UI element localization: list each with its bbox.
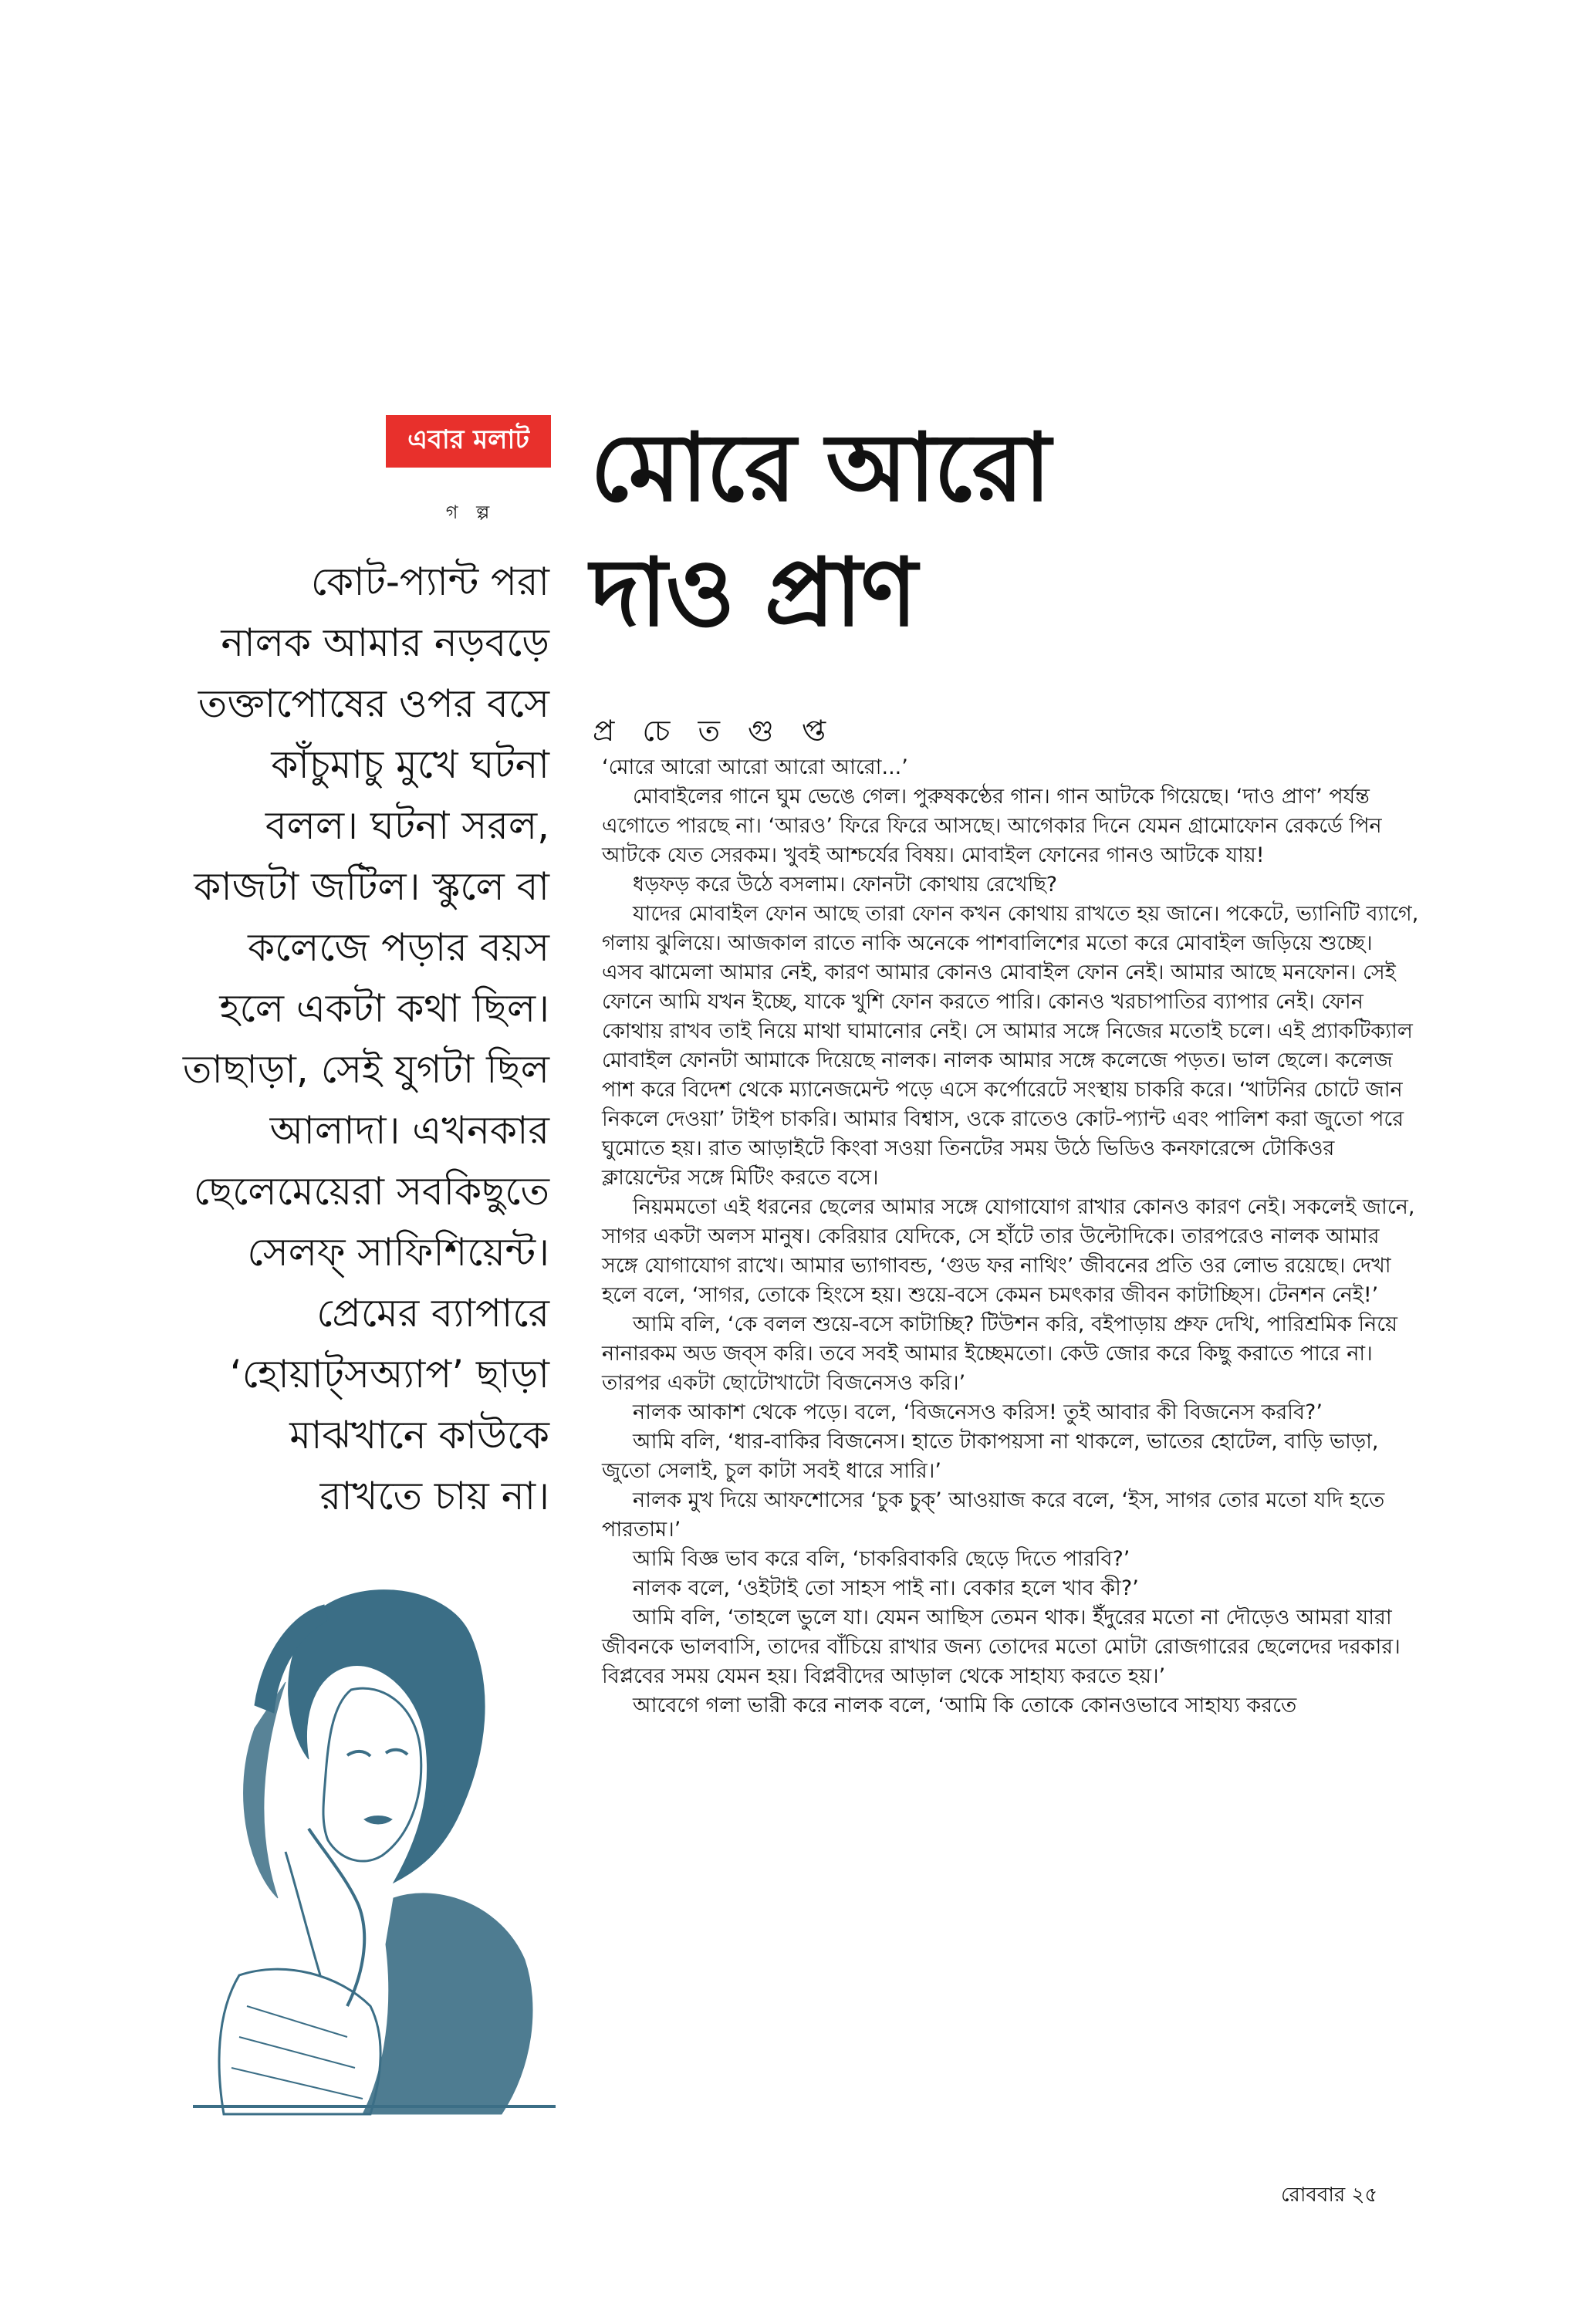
pull-quote-line: প্রেমের ব্যাপারে [316, 1291, 549, 1336]
woman-portrait-illustration-icon [193, 1574, 556, 2130]
pull-quote-line: ‘হোয়াট্সঅ্যাপ’ ছাড়া [229, 1352, 549, 1397]
story-title [590, 405, 1285, 655]
body-paragraph: যাদের মোবাইল ফোন আছে তারা ফোন কখন কোথায় রাখতে হয় জানে। পকেটে, ভ্যানিটি ব্যাগে, গলায় ঝুলিয়ে। আজকাল রাতে নাকি অনেকে পাশবালিশের মতো করে মোবাইল জড়িয়ে শুচ্ছে। এসব ঝামেলা আমার নেই, কারণ আমার কোনও মোবাইল ফোন নেই। আমার আছে মনফোন। সেই ফোনে আমি যখন ইচ্ছে, যাকে খুশি ফোন করতে পারি। কোনও খরচাপাতির ব্যাপার নেই। ফোন কোথায় রাখব তাই নিয়ে মাথা ঘামানোর নেই। সে আমার সঙ্গে নিজের মতোই চলে। এই প্র্যাকটিক্যাল মোবাইল ফোনটা আমাকে দিয়েছে নালক। নালক আমার সঙ্গে কলেজে পড়ত। ভাল ছেলে। কলেজ পাশ করে বিদেশ থেকে ম্যানেজমেন্ট পড়ে এসে কর্পোরেটে সংস্থায় চাকরি করে। ‘খাটনির চোটে জান নিকলে দেওয়া’ টাইপ চাকরি। আমার বিশ্বাস, ওকে রাতেও কোট-প্যান্ট এবং পালিশ করা জুতো পরে ঘুমোতে হয়। রাত আড়াইটে কিংবা সওয়া তিনটের সময় উঠে ভিডিও কনফারেন্সে টোকিওর ক্লায়েন্টের সঙ্গে মিটিং করতে বসে। [602, 902, 1419, 1190]
body-paragraph: নালক বলে, ‘ওইটাই তো সাহস পাই না। বেকার হলে খাব কী?’ [633, 1576, 1139, 1600]
body-paragraph: নালক মুখ দিয়ে আফশোসের ‘চুক চুক্’ আওয়াজ করে বলে, ‘ইস, সাগর তোর মতো যদি হতে পারতাম।’ [602, 1488, 1385, 1542]
pull-quote-line: রাখতে চায় না। [319, 1474, 549, 1518]
pull-quote-line: আলাদা। এখনকার [269, 1108, 549, 1153]
pull-quote-line: তক্তাপোষের ওপর বসে [198, 681, 549, 726]
body-paragraph: নিয়মমতো এই ধরনের ছেলের আমার সঙ্গে যোগাযোগ রাখার কোনও কারণ নেই। সকলেই জানে, সাগর একটা অলস মানুষ। কেরিয়ার যেদিকে, সে হাঁটে তার উল্টোদিকে। তারপরেও নালক আমার সঙ্গে যোগাযোগ রাখে। আমার ভ্যাগাবন্ড, ‘গুড ফর নাথিং’ জীবনের প্রতি ওর লোভ রয়েছে। দেখা হলে বলে, ‘সাগর, তোকে হিংসে হয়। শুয়ে-বসে কেমন চমৎকার জীবন কাটাচ্ছিস। টেনশন নেই!’ [602, 1195, 1415, 1307]
title-line-2: দাও প্রাণ [590, 538, 916, 647]
pull-quote-line: সেলফ্ সাফিশিয়েন্ট। [247, 1230, 549, 1275]
body-paragraph: আবেগে গলা ভারী করে নালক বলে, ‘আমি কি তোকে কোনওভাবে সাহায্য করতে [633, 1694, 1297, 1718]
body-paragraph: আমি বলি, ‘ধার-বাকির বিজনেস। হাতে টাকাপয়সা না থাকলে, ভাতের হোটেল, বাড়ি ভাড়া, জুতো সেলাই, চুল কাটা সবই ধারে সারি।’ [602, 1430, 1379, 1483]
body-paragraph: ধড়ফড় করে উঠে বসলাম। ফোনটা কোথায় রেখেছি? [633, 873, 1058, 897]
body-paragraph: আমি বলি, ‘কে বলল শুয়ে-বসে কাটাচ্ছি? টিউশন করি, বইপাড়ায় প্রুফ দেখি, পারিশ্রমিক নিয়ে নানারকম অড জব্‌স করি। তবে সবই আমার ইচ্ছেমতো। কেউ জোর করে কিছু করাতে পারে না। তারপর একটা ছোটোখাটো বিজনেসও করি।’ [602, 1312, 1397, 1395]
pull-quote-line: তাছাড়া, সেই যুগটা ছিল [182, 1047, 549, 1092]
article-body [602, 753, 1420, 1721]
pull-quote-line: কাঁচুমাচু মুখে ঘটনা [271, 742, 549, 787]
section-badge: এবার মলাট [386, 415, 551, 468]
pull-quote-line: কলেজে পড়ার বয়স [248, 925, 549, 970]
pull-quote-line: মাঝখানে কাউকে [289, 1413, 549, 1458]
body-paragraph: নালক আকাশ থেকে পড়ে। বলে, ‘বিজনেসও করিস! তুই আবার কী বিজনেস করবি?’ [633, 1400, 1323, 1424]
body-paragraph: মোবাইলের গানে ঘুম ভেঙে গেল। পুরুষকণ্ঠের গান। গান আটকে গিয়েছে। ‘দাও প্রাণ’ পর্যন্ত এগোতে পারছে না। ‘আরও’ ফিরে ফিরে আসছে। আগেকার দিনে যেমন গ্রামোফোন রেকর্ডে পিন আটকে যেত সেরকম। খুবই আশ্চর্যের বিষয়। মোবাইল ফোনের গানও আটকে যায়! [602, 785, 1382, 867]
pull-quote-line: কাজটা জটিল। স্কুলে বা [194, 864, 549, 909]
pull-quote-line: কোট-প্যান্ট পরা [310, 559, 549, 604]
pull-quote-line: ছেলেমেয়েরা সবকিছুতে [193, 1169, 549, 1214]
pull-quote-line: নালক আমার নড়বড়ে [221, 620, 549, 665]
pull-quote-line: হলে একটা কথা ছিল। [219, 986, 549, 1031]
genre-label: গ ল্প [445, 502, 496, 523]
title-line-1: মোরে আরো [590, 413, 1050, 522]
pull-quote-line: বলল। ঘটনা সরল, [265, 803, 549, 848]
body-paragraph: ‘মোরে আরো আরো আরো আরো...’ [602, 755, 908, 779]
body-paragraph: আমি বলি, ‘তাহলে ভুলে যা। যেমন আছিস তেমন থাক। ইঁদুরের মতো না দৌড়েও আমরা যারা জীবনকে ভালবাসি, তাদের বাঁচিয়ে রাখার জন্য তোদের মতো মোটা রোজগারের ছেলেদের দরকার। বিপ্লবের সময় যেমন হয়। বিপ্লবীদের আড়াল থেকে সাহায্য করতে হয়।’ [602, 1606, 1401, 1688]
pull-quote [123, 552, 549, 1527]
body-paragraph: আমি বিজ্ঞ ভাব করে বলি, ‘চাকরিবাকরি ছেড়ে দিতে পারবি?’ [633, 1547, 1130, 1571]
page-folio: রোববার ২৫ [1281, 2184, 1378, 2207]
author-byline: প্র চে ত গু প্ত [593, 714, 836, 748]
